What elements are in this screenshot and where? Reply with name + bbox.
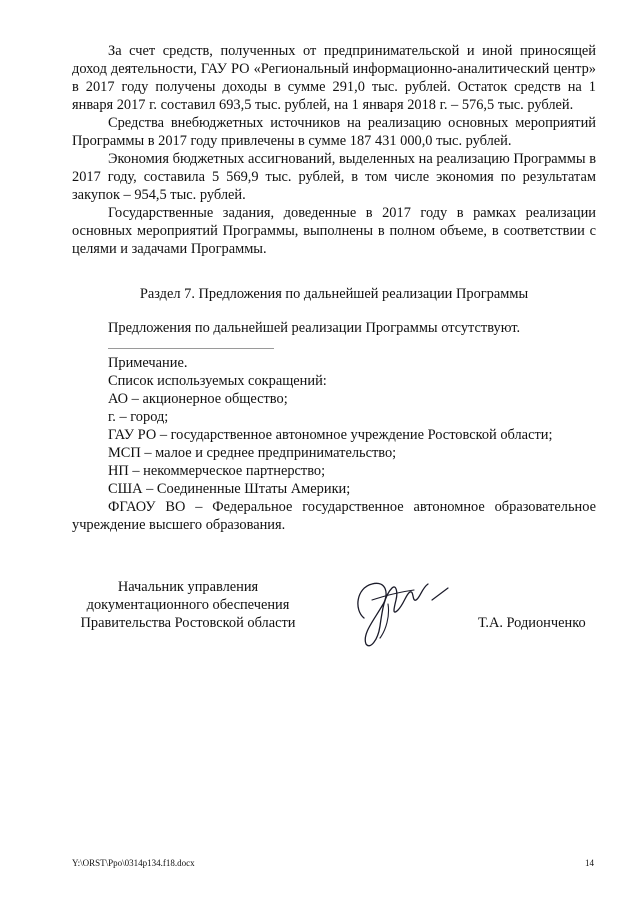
paragraph-income: За счет средств, полученных от предпринимательской и иной приносящей доход деятельности, ГАУ РО «Региональный информационно-аналитический центр» в 2017 году получены доходы в сумме 291,0 тыс. рублей. Остаток средств на 1 января 2017 г. составил 693,5 тыс. рублей, на 1 января 2018 г. – 576,5 тыс. рублей. bbox=[72, 43, 596, 113]
body-text bbox=[72, 42, 596, 258]
signatory-title-line: Правительства Ростовской области bbox=[80, 615, 296, 631]
signatory-title-line: документационного обеспечения bbox=[86, 597, 290, 613]
abbreviation-item: МСП – малое и среднее предпринимательство; bbox=[108, 445, 397, 461]
notes-block bbox=[72, 354, 596, 534]
abbreviation-item: г. – город; bbox=[108, 409, 169, 425]
abbreviations-intro: Список используемых сокращений: bbox=[108, 373, 327, 389]
handwritten-signature bbox=[344, 570, 454, 652]
section-heading: Раздел 7. Предложения по дальнейшей реализации Программы bbox=[139, 286, 529, 302]
footnote-separator bbox=[108, 348, 274, 349]
notes-title: Примечание. bbox=[108, 355, 188, 371]
footer-file-path: Y:\ORST\Ppo\0314p134.f18.docx bbox=[72, 858, 195, 868]
section-text: Предложения по дальнейшей реализации Программы отсутствуют. bbox=[108, 320, 521, 336]
abbreviation-item: АО – акционерное общество; bbox=[108, 391, 288, 407]
abbreviation-item: ФГАОУ ВО – Федеральное государственное автономное образовательное учреждение высшего образования. bbox=[72, 499, 596, 533]
signatory-title-line: Начальник управления bbox=[117, 579, 259, 595]
abbreviation-item: НП – некоммерческое партнерство; bbox=[108, 463, 326, 479]
abbreviation-item: США – Соединенные Штаты Америки; bbox=[108, 481, 351, 497]
paragraph-extrabudgetary: Средства внебюджетных источников на реализацию основных мероприятий Программы в 2017 году привлечены в сумме 187 431 000,0 тыс. рублей. bbox=[72, 115, 596, 149]
paragraph-savings: Экономия бюджетных ассигнований, выделенных на реализацию Программы в 2017 году, составила 5 569,9 тыс. рублей, в том числе экономия по результатам закупок – 954,5 тыс. рублей. bbox=[72, 151, 596, 203]
abbreviation-item: ГАУ РО – государственное автономное учреждение Ростовской области; bbox=[108, 427, 553, 443]
signatory-name: Т.А. Родионченко bbox=[478, 615, 586, 631]
signatory-title bbox=[60, 578, 316, 632]
page-number: 14 bbox=[585, 858, 594, 868]
paragraph-state-tasks: Государственные задания, доведенные в 2017 году в рамках реализации основных мероприятий Программы, выполнены в полном объеме, в соответствии с целями и задачами Программы. bbox=[72, 205, 596, 257]
